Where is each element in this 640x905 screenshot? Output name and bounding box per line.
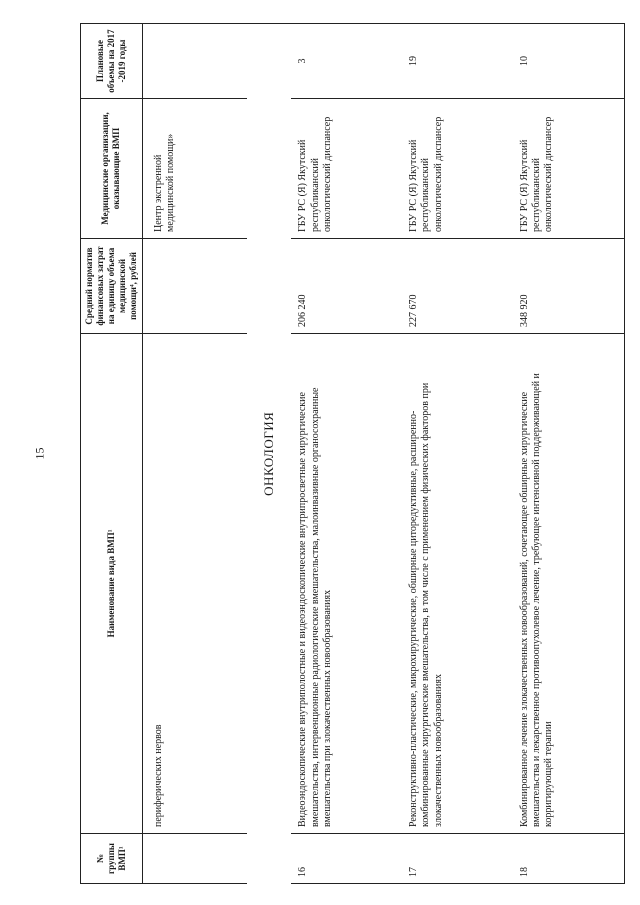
cell-num: 17 (402, 834, 513, 884)
header-vmp-name: Наименование вида ВМП¹ (81, 334, 143, 834)
cell-cost: 227 670 (402, 239, 513, 334)
cell-num: 16 (291, 834, 402, 884)
cell-org: Центр экстренной медицинской помощи» (142, 99, 247, 239)
table-rotated-container (80, 24, 625, 884)
cell-num (142, 834, 247, 884)
cell-org: ГБУ РС (Я) Якутский республиканский онкологический диспансер (513, 99, 624, 239)
section-heading: ОНКОЛОГИЯ (247, 24, 291, 884)
header-group-number: № группы ВМП¹ (81, 834, 143, 884)
cell-plan: 10 (513, 24, 624, 99)
table-header-row (81, 24, 143, 884)
cell-org: ГБУ РС (Я) Якутский республиканский онкологический диспансер (291, 99, 402, 239)
vmp-table (80, 23, 625, 884)
table-row-continued (142, 24, 247, 884)
cell-num: 18 (513, 834, 624, 884)
cell-name: Комбинированное лечение злокачественных новообразований, сочетающее обширные хирургические вмешательства и лекарственное противоопухолевое лечение, требующее интенсивной поддерживающей и корригирующей терапии (513, 334, 624, 834)
section-heading-row (247, 24, 291, 884)
cell-cost (142, 239, 247, 334)
table-row (402, 24, 513, 884)
header-planned-volumes: Плановые объемы на 2017 -2019 годы (81, 24, 143, 99)
cell-plan (142, 24, 247, 99)
header-cost-norm: Средний норматив финансовых затрат на единицу объема медицинской помощи⁴, рублей (81, 239, 143, 334)
table-row (291, 24, 402, 884)
cell-cost: 206 240 (291, 239, 402, 334)
header-medical-organizations: Медицинские организации, оказывающие ВМП (81, 99, 143, 239)
cell-cost: 348 920 (513, 239, 624, 334)
cell-org: ГБУ РС (Я) Якутский республиканский онкологический диспансер (402, 99, 513, 239)
cell-plan: 3 (291, 24, 402, 99)
page-number: 15 (32, 447, 47, 460)
cell-name: Видеоэндоскопические внутриполостные и видеоэндоскопические внутрипросветные хирургические вмешательства, интервенционные радиологические вмешательства, малоинвазивные органосохранные вмешательства при злокачественных новообразованиях (291, 334, 402, 834)
cell-name: периферических нервов (142, 334, 247, 834)
table-row (513, 24, 624, 884)
cell-name: Реконструктивно-пластические, микрохирургические, обширные циторедуктивные, расширенно-комбинированные хирургические вмешательства, в том числе с применением физических факторов при злокачественных новообразованиях (402, 334, 513, 834)
cell-plan: 19 (402, 24, 513, 99)
